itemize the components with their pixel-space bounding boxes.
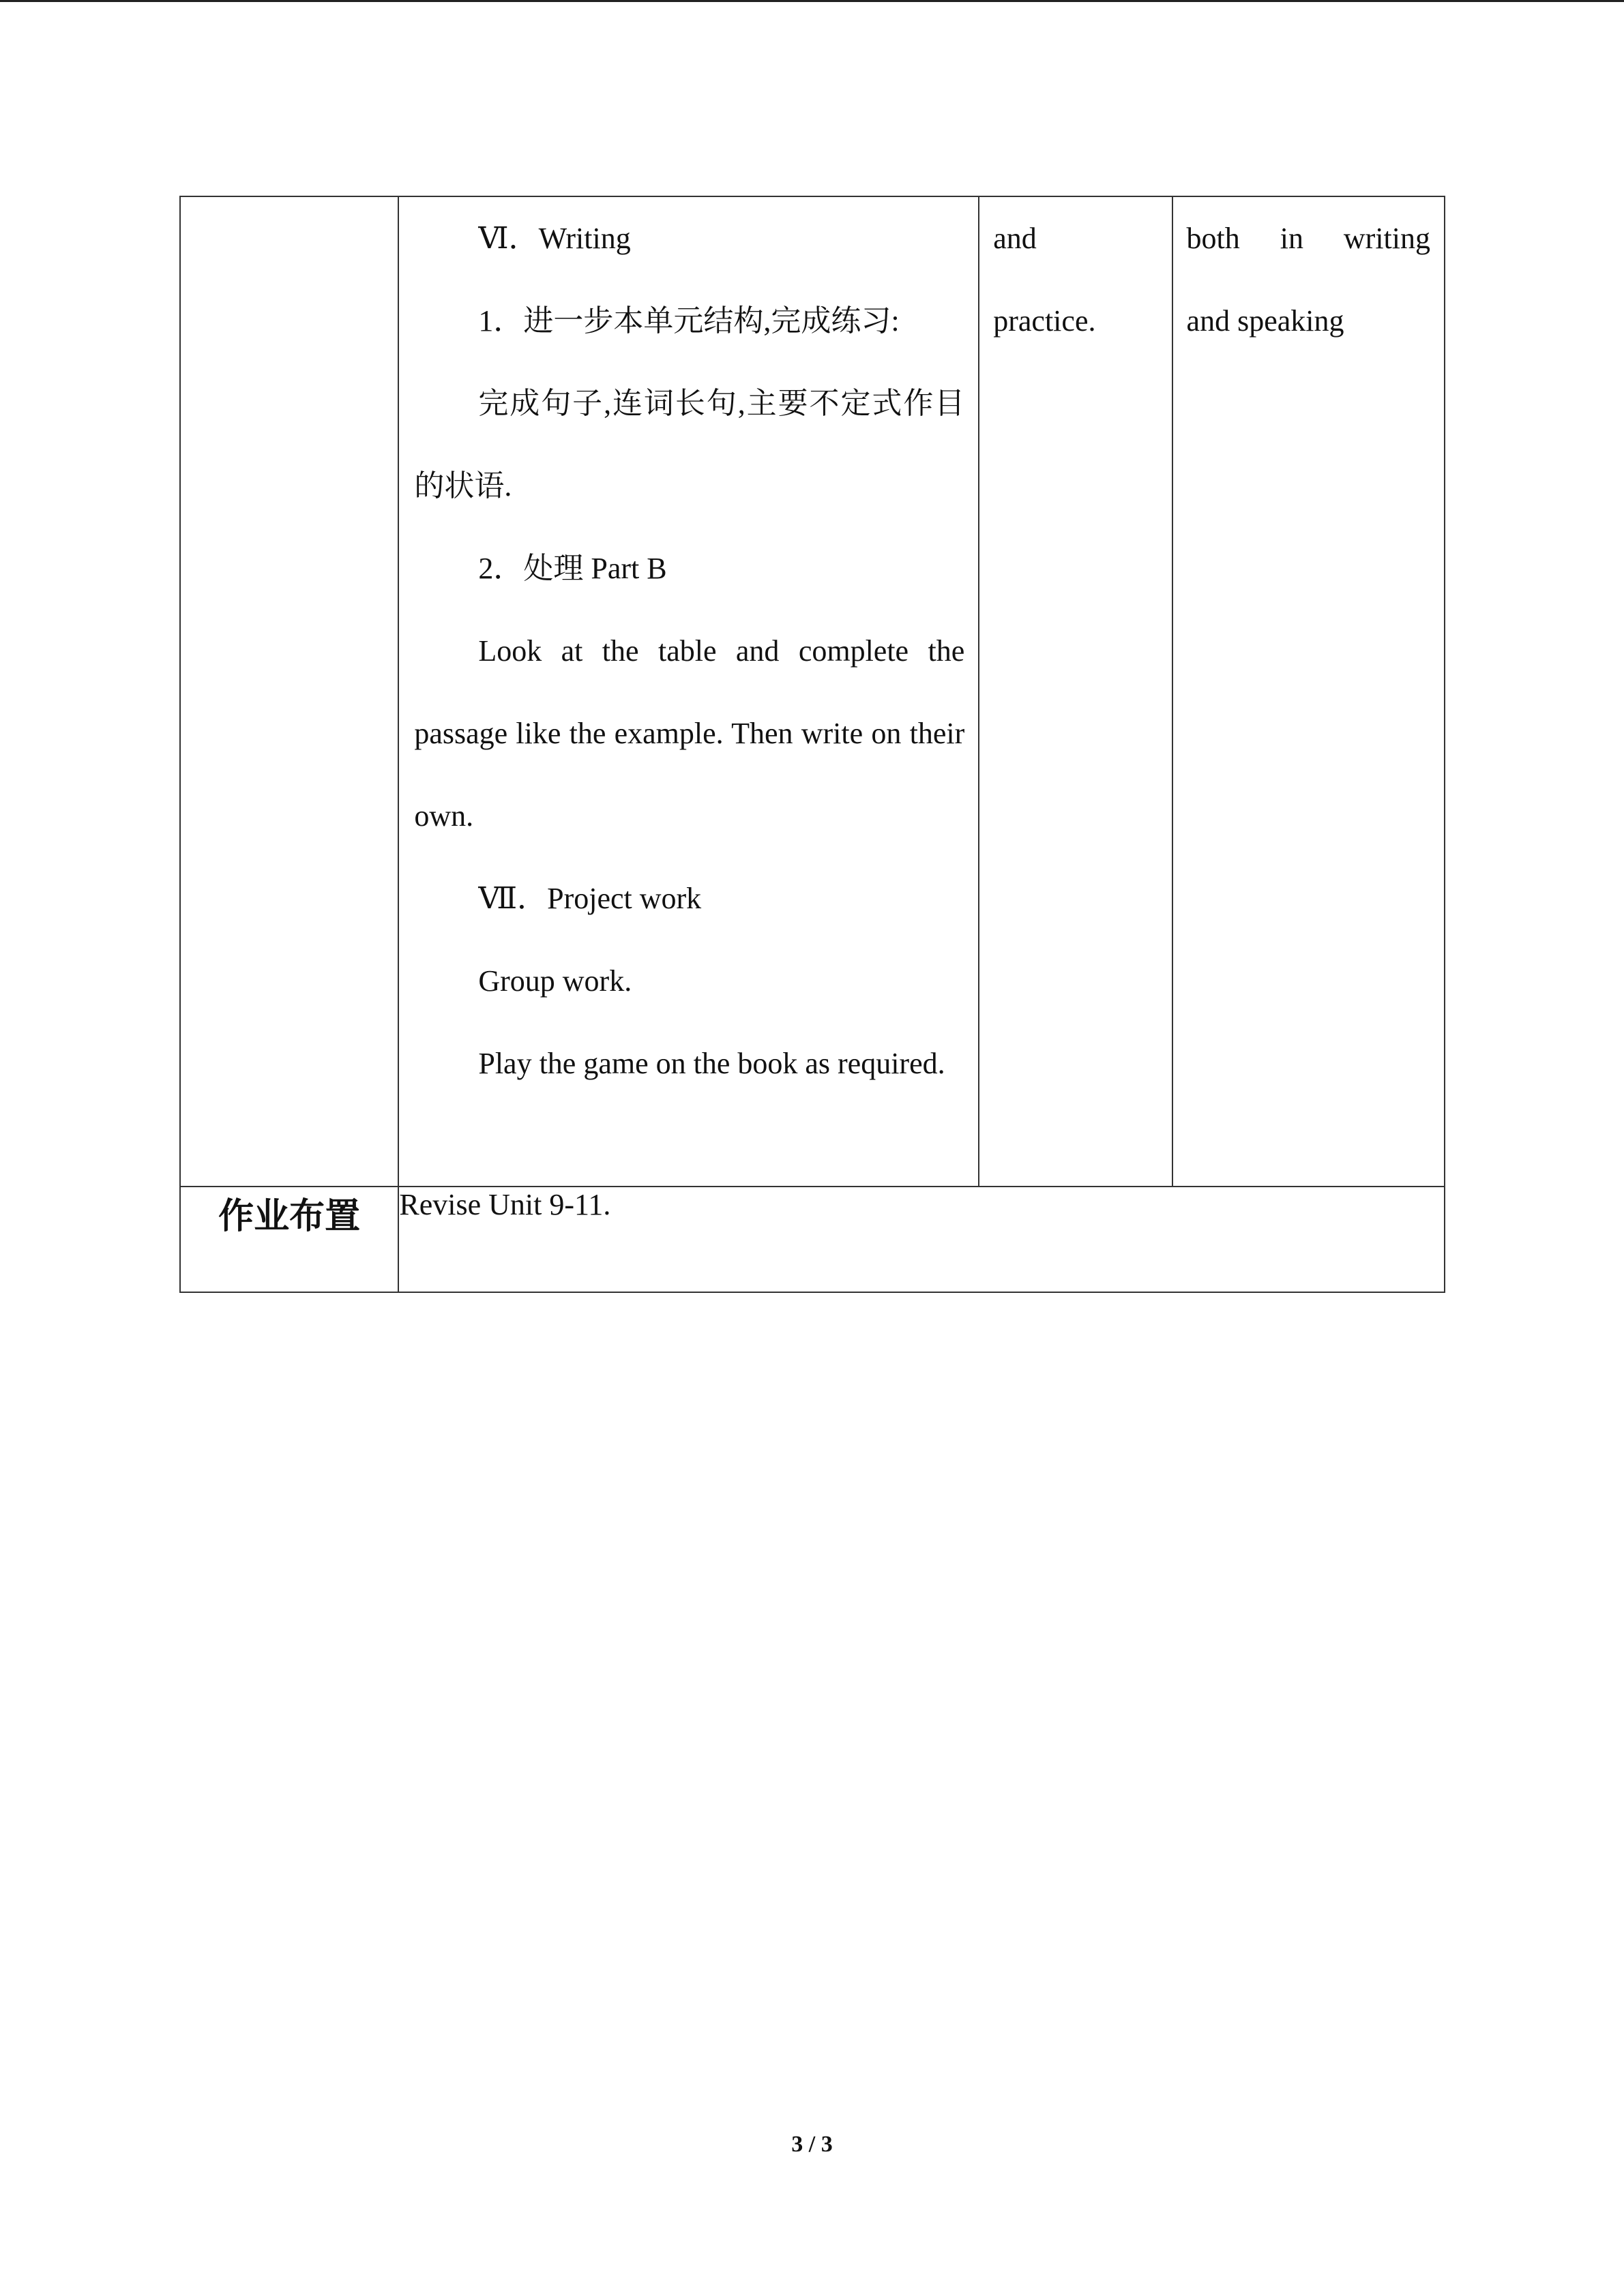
writing-heading: Ⅵ．Writing — [478, 222, 631, 255]
goal-line-2: and speaking — [1186, 304, 1344, 338]
project-heading: Ⅶ．Project work — [478, 882, 702, 915]
goal-cell — [1172, 196, 1445, 1187]
purpose-cell — [979, 196, 1172, 1187]
step-1-detail: 完成句子,连词长句,主要不定式作目的状语. — [414, 387, 965, 503]
empty-label-cell — [180, 196, 398, 1187]
lesson-plan-table — [179, 196, 1445, 1293]
project-group: Group work. — [478, 964, 632, 998]
top-border-line — [0, 0, 1624, 2]
purpose-line-2: practice. — [993, 304, 1096, 338]
homework-row — [180, 1187, 1445, 1292]
teaching-steps-row — [180, 196, 1445, 1187]
page-number: 3 / 3 — [791, 2132, 833, 2157]
purpose-line-1: and — [993, 222, 1037, 255]
goal-line-1: both in writing — [1186, 222, 1430, 255]
step-1: 1．进一步本单元结构,完成练习: — [478, 304, 900, 338]
step-2-detail: Look at the table and complete the passage like the example. Then write on their own. — [414, 634, 965, 833]
homework-text: Revise Unit 9-11. — [398, 1187, 1445, 1292]
step-2: 2．处理 Part B — [478, 552, 667, 585]
teaching-steps-cell — [398, 196, 979, 1187]
project-detail: Play the game on the book as required. — [478, 1047, 945, 1080]
homework-label: 作业布置 — [180, 1187, 398, 1292]
